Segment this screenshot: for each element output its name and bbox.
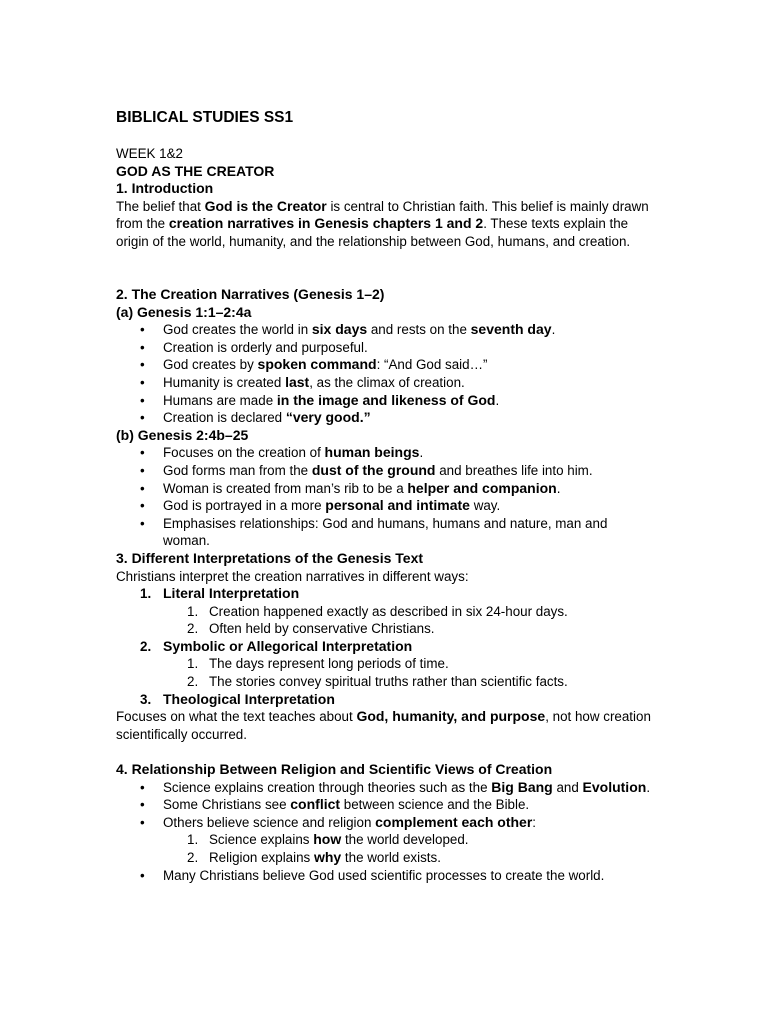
section-2-heading: 2. The Creation Narratives (Genesis 1–2) bbox=[116, 286, 385, 302]
topic-heading: GOD AS THE CREATOR bbox=[116, 162, 275, 179]
list-item: • Creation is orderly and purposeful. bbox=[116, 339, 656, 357]
list-item: • Humans are made in the image and likeness of God. bbox=[116, 392, 656, 410]
list-item: • God creates the world in six days and rests on the seventh day. bbox=[116, 321, 656, 339]
subsection-b-heading: (b) Genesis 2:4b–25 bbox=[116, 426, 249, 443]
list-item: • God forms man from the dust of the ground and breathes life into him. bbox=[116, 462, 656, 480]
list-item: • Humanity is created last, as the climax of creation. bbox=[116, 374, 656, 392]
interpretation-item: 2. Symbolic or Allegorical Interpretation 1. The days represent long periods of time. 2. The stories convey spiritual truths rather than scientific facts. bbox=[116, 638, 656, 691]
section-1-heading: 1. Introduction bbox=[116, 180, 214, 197]
sublist-item: 1. Science explains how the world developed. bbox=[187, 831, 469, 848]
section-3-heading: 3. Different Interpretations of the Genesis Text bbox=[116, 549, 424, 566]
interpretation-sublist bbox=[116, 603, 656, 638]
list-item: • Science explains creation through theories such as the Big Bang and Evolution. bbox=[116, 779, 656, 797]
sublist-item: 2. The stories convey spiritual truths rather than scientific facts. bbox=[187, 674, 568, 690]
sublist-item: 2. Religion explains why the world exists. bbox=[187, 849, 441, 865]
list-item: • God creates by spoken command: “And God said…” bbox=[116, 356, 656, 374]
subsection-a-heading: (a) Genesis 1:1–2:4a bbox=[116, 303, 252, 320]
section-3-paragraph: Focuses on what the text teaches about God, humanity, and purpose, not how creation scientifically occurred. bbox=[116, 708, 651, 742]
section-2 bbox=[116, 286, 656, 884]
spacer bbox=[116, 743, 656, 761]
subsection-a-list bbox=[116, 321, 656, 427]
section-4-sublist bbox=[116, 831, 656, 866]
section-1-paragraph: The belief that God is the Creator is central to Christian faith. This belief is mainly drawn from the creation narratives in Genesis chapters 1 and 2. These texts explain the origin of the world, humanity, and the relationship between God, humans, and creation. bbox=[116, 197, 649, 249]
list-item: • Creation is declared “very good.” bbox=[116, 409, 656, 427]
sublist-item: 2. Often held by conservative Christians. bbox=[187, 621, 435, 637]
list-item: • Focuses on the creation of human beings. bbox=[116, 444, 656, 462]
section-3-intro: Christians interpret the creation narratives in different ways: bbox=[116, 568, 469, 584]
interpretation-item: 3. Theological Interpretation bbox=[140, 690, 335, 707]
interpretation-item: 1. Literal Interpretation 1. Creation happened exactly as described in six 24-hour days. 2. Often held by conservative Christians. bbox=[116, 585, 656, 638]
interpretation-list bbox=[116, 585, 656, 708]
subsection-b-list bbox=[116, 444, 656, 550]
list-item: • Many Christians believe God used scientific processes to create the world. bbox=[116, 867, 656, 885]
sublist-item: 1. The days represent long periods of time. bbox=[187, 656, 449, 672]
list-item: • Emphasises relationships: God and humans, humans and nature, man and woman. bbox=[116, 515, 656, 550]
section-4-heading: 4. Relationship Between Religion and Scientific Views of Creation bbox=[116, 761, 553, 778]
list-item: • Some Christians see conflict between science and the Bible. bbox=[116, 796, 656, 814]
week-label-block bbox=[116, 145, 656, 251]
list-item: • Others believe science and religion complement each other: 1. Science explains how the world developed. 2. Religion explains why the world exists. bbox=[116, 814, 656, 867]
list-item: • God is portrayed in a more personal and intimate way. bbox=[116, 497, 656, 515]
interpretation-sublist bbox=[116, 655, 656, 690]
sublist-item: 1. Creation happened exactly as described in six 24-hour days. bbox=[187, 603, 568, 619]
section-4-list bbox=[116, 779, 656, 885]
list-item: • Woman is created from man’s rib to be a helper and companion. bbox=[116, 480, 656, 498]
week-label: WEEK 1&2 bbox=[116, 146, 183, 161]
document-title: BIBLICAL STUDIES SS1 bbox=[116, 109, 294, 126]
